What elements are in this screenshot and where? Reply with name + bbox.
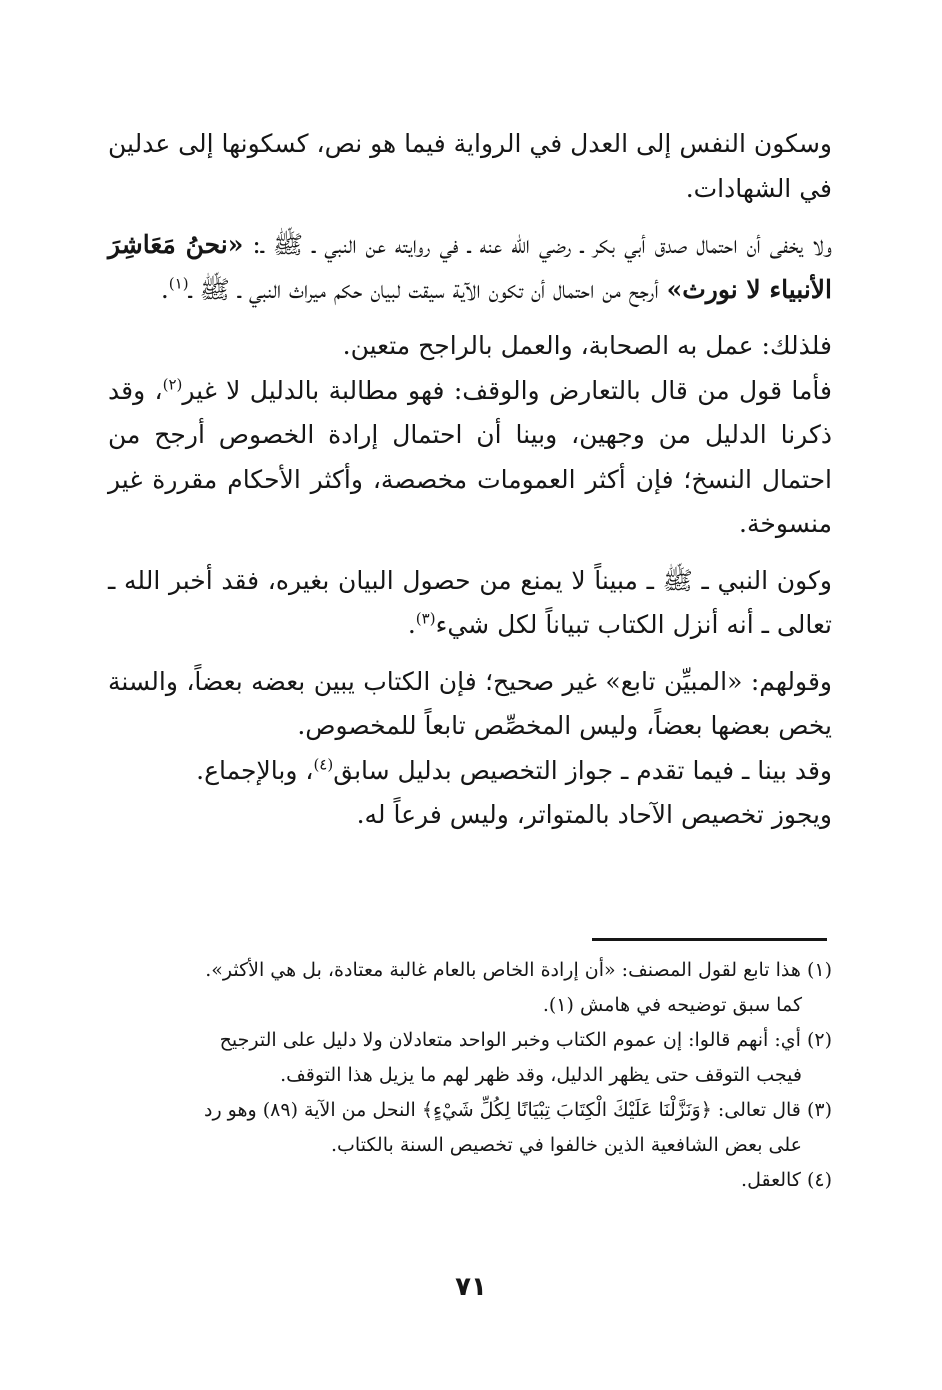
footnote-text-continued: كما سبق توضيحه في هامش (١). [542, 994, 802, 1016]
hadith-quote: «نحنُ مَعَاشِرَ الأنبياء لا نورث» [108, 230, 832, 304]
paragraph-4-text-a: فأما قول من قال بالتعارض والوقف: فهو مطالبة بالدليل لا غير [182, 375, 832, 405]
footnote-ref-2: (٢) [162, 375, 183, 394]
footnote-ref-3: (٣) [415, 609, 436, 628]
footnote-1 [108, 953, 832, 1023]
footnote-number: (٢) [806, 1029, 832, 1051]
paragraph-7-text-a: وقد بينا ـ فيما تقدم ـ جواز التخصيص بدليل سابق [333, 755, 832, 785]
footnote-divider [592, 938, 827, 941]
footnote-3 [108, 1093, 832, 1163]
footnote-2 [108, 1023, 832, 1093]
footnote-text-continued: على بعض الشافعية الذين خالفوا في تخصيص السنة بالكتاب. [330, 1134, 802, 1156]
paragraph-2 [108, 223, 832, 312]
paragraph-6: وقولهم: «المبيِّن تابع» غير صحيح؛ فإن الكتاب يبين بعضه بعضاً، والسنة يخص بعضها بعضاً، وليس المخصِّص تابعاً للمخصوص. [108, 666, 832, 740]
paragraph-2-end: . [160, 274, 169, 304]
paragraph-5-text: وكون النبي ـ ﷺ ـ مبيناً لا يمنع من حصول البيان بغيره، فقد أخبر الله ـ تعالى ـ أنه أنزل الكتاب تبياناً لكل شيء [108, 565, 832, 639]
paragraph-5 [108, 559, 832, 648]
footnote-number: (٤) [806, 1169, 832, 1191]
paragraph-4 [108, 369, 832, 547]
footnote-number: (١) [806, 959, 832, 981]
paragraph-1: وسكون النفس إلى العدل في الرواية فيما هو نص، كسكونها إلى عدلين في الشهادات. [108, 129, 832, 203]
paragraph-2-text-a: ولا يخفى أن احتمال صدق أبي بكر ـ رضي الله عنه ـ في روايته عن النبي ـ ﷺ ـ: [243, 230, 833, 259]
paragraph-3: فلذلك: عمل به الصحابة، والعمل بالراجح متعين. [342, 331, 832, 360]
page-number: ٧١ [455, 1272, 487, 1302]
paragraph-5-end: . [407, 610, 416, 639]
footnote-4 [108, 1163, 832, 1198]
paragraph-8: ويجوز تخصيص الآحاد بالمتواتر، وليس فرعاً له. [356, 800, 832, 829]
footnote-text: كالعقل. [741, 1169, 801, 1191]
paragraph-7-text-b: ، وبالإجماع. [196, 755, 314, 785]
footnote-ref-1: (١) [168, 274, 189, 293]
footnote-ref-4: (٤) [313, 755, 334, 774]
paragraph-4-text-b: ، وقد ذكرنا الدليل من وجهين، وبينا أن احتمال إرادة الخصوص أرجح من احتمال النسخ؛ فإن أكثر العمومات مخصصة، وأكثر الأحكام مقررة غير منسوخة. [108, 375, 832, 538]
paragraph-7 [108, 749, 832, 794]
footnote-number: (٣) [806, 1099, 832, 1121]
footnote-text-continued: فيجب التوقف حتى يظهر الدليل، وقد ظهر لهم ما يزيل هذا التوقف. [280, 1064, 802, 1086]
footnote-text: قال تعالى: ﴿وَنَزَّلْنَا عَلَيْكَ الْكِتَابَ تِبْيَانًا لِكُلِّ شَيْءٍ﴾ النحل من الآية (٨٩) وهو رد [204, 1099, 801, 1121]
footnote-text: أي: أنهم قالوا: إن عموم الكتاب وخبر الواحد متعادلان ولا دليل على الترجيح [219, 1029, 801, 1051]
footnote-text: هذا تابع لقول المصنف: «أن إرادة الخاص بالعام غالبة معتادة، بل هي الأكثر». [205, 959, 801, 981]
footnotes [108, 953, 832, 1198]
paragraph-2-text-b: أرجح من احتمال أن تكون الآية سيقت لبيان حكم ميراث النبي ـ ﷺ ـ [188, 274, 667, 304]
main-text [108, 122, 832, 838]
